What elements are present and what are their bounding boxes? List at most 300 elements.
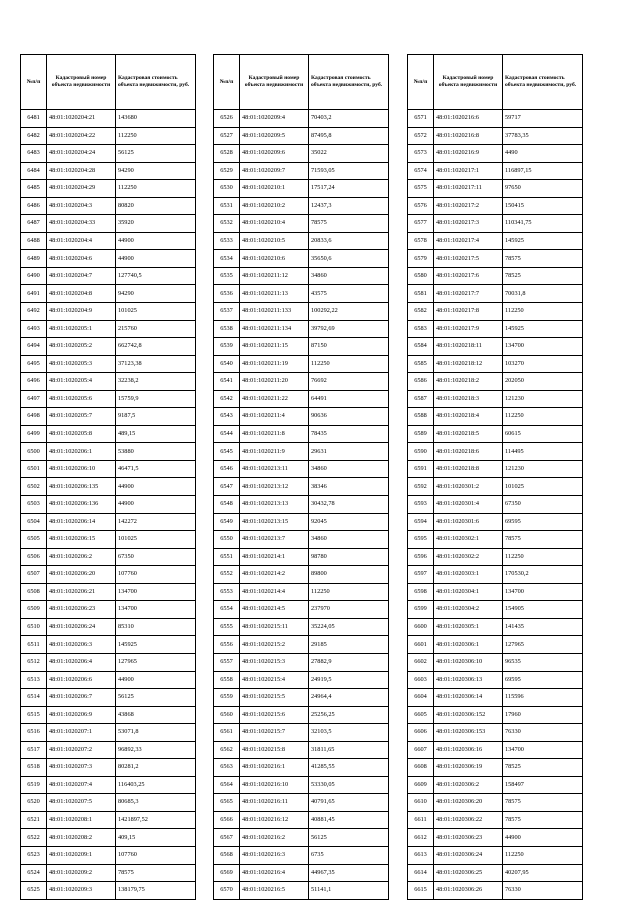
- cadastral-number: 48:01:1020207:4: [47, 776, 116, 794]
- cadastral-number: 48:01:1020306:10: [434, 653, 503, 671]
- table-row: [408, 653, 583, 671]
- cadastral-value: 44900: [116, 478, 196, 496]
- cadastral-value: 103270: [503, 355, 583, 373]
- table-row: [21, 373, 196, 391]
- cadastral-value: 70031,8: [503, 285, 583, 303]
- cadastral-number: 48:01:1020216:4: [240, 864, 309, 882]
- cadastral-number: 48:01:1020306:25: [434, 864, 503, 882]
- table-row: [21, 267, 196, 285]
- cadastral-value: 78435: [309, 425, 389, 443]
- header-number: №п/п: [214, 55, 240, 110]
- cadastral-value: 170530,2: [503, 566, 583, 584]
- table-row: [21, 513, 196, 531]
- cadastral-value: 51141,1: [309, 882, 389, 900]
- row-number: 6487: [21, 215, 47, 233]
- cadastral-number: 48:01:1020211:134: [240, 320, 309, 338]
- row-number: 6553: [214, 583, 240, 601]
- cadastral-value: 43575: [309, 285, 389, 303]
- table-row: [408, 566, 583, 584]
- cadastral-value: 53880: [116, 443, 196, 461]
- cadastral-value: 96535: [503, 653, 583, 671]
- cadastral-value: 97650: [503, 180, 583, 198]
- cadastral-value: 89800: [309, 566, 389, 584]
- row-number: 6524: [21, 864, 47, 882]
- row-number: 6578: [408, 232, 434, 250]
- cadastral-value: 32238,2: [116, 373, 196, 391]
- table-row: [214, 531, 389, 549]
- cadastral-value: 78575: [116, 864, 196, 882]
- cadastral-value: 134700: [503, 741, 583, 759]
- cadastral-number: 48:01:1020206:20: [47, 566, 116, 584]
- cadastral-number: 48:01:1020215:6: [240, 706, 309, 724]
- header-cadastral-number: Кадастровый номер объекта недвижимости: [240, 55, 309, 110]
- cadastral-value: 24964,4: [309, 689, 389, 707]
- cadastral-number: 48:01:1020213:7: [240, 531, 309, 549]
- header-cadastral-value: Кадастровая стоимость объекта недвижимости, руб.: [309, 55, 389, 110]
- table-row: [21, 566, 196, 584]
- table-row: [408, 706, 583, 724]
- row-number: 6541: [214, 373, 240, 391]
- table-row: [214, 197, 389, 215]
- table-row: [408, 162, 583, 180]
- cadastral-value: 87495,8: [309, 127, 389, 145]
- cadastral-value: 100292,22: [309, 303, 389, 321]
- row-number: 6591: [408, 460, 434, 478]
- cadastral-number: 48:01:1020213:12: [240, 478, 309, 496]
- row-number: 6570: [214, 882, 240, 900]
- cadastral-value: 37783,35: [503, 127, 583, 145]
- row-number: 6496: [21, 373, 47, 391]
- cadastral-value: 116403,25: [116, 776, 196, 794]
- cadastral-value: 76692: [309, 373, 389, 391]
- row-number: 6573: [408, 145, 434, 163]
- cadastral-value: 9187,5: [116, 408, 196, 426]
- table-row: [214, 162, 389, 180]
- cadastral-value: 409,15: [116, 829, 196, 847]
- cadastral-number: 48:01:1020207:5: [47, 794, 116, 812]
- cadastral-value: 78575: [503, 250, 583, 268]
- table-row: [408, 460, 583, 478]
- cadastral-value: 112250: [503, 846, 583, 864]
- cadastral-value: 112250: [503, 548, 583, 566]
- table-row: [214, 267, 389, 285]
- row-number: 6604: [408, 689, 434, 707]
- cadastral-value: 154905: [503, 601, 583, 619]
- table-row: [214, 566, 389, 584]
- cadastral-number: 48:01:1020218:11: [434, 338, 503, 356]
- table-row: [21, 882, 196, 900]
- row-number: 6600: [408, 618, 434, 636]
- table-row: [408, 355, 583, 373]
- row-number: 6532: [214, 215, 240, 233]
- header-cadastral-value: Кадастровая стоимость объекта недвижимости, руб.: [116, 55, 196, 110]
- cadastral-number: 48:01:1020302:2: [434, 548, 503, 566]
- cadastral-number: 48:01:1020306:19: [434, 759, 503, 777]
- cadastral-value: 76330: [503, 882, 583, 900]
- table-row: [21, 285, 196, 303]
- table-row: [408, 864, 583, 882]
- cadastral-value: 53330,05: [309, 776, 389, 794]
- cadastral-number: 48:01:1020209:7: [240, 162, 309, 180]
- table-row: [21, 197, 196, 215]
- cadastral-value: 141435: [503, 618, 583, 636]
- row-number: 6518: [21, 759, 47, 777]
- row-number: 6486: [21, 197, 47, 215]
- row-number: 6521: [21, 811, 47, 829]
- cadastral-value: 158497: [503, 776, 583, 794]
- cadastral-value: 78575: [503, 794, 583, 812]
- cadastral-number: 48:01:1020205:2: [47, 338, 116, 356]
- cadastral-value: 202050: [503, 373, 583, 391]
- table-row: [408, 215, 583, 233]
- cadastral-value: 121230: [503, 460, 583, 478]
- row-number: 6513: [21, 671, 47, 689]
- cadastral-number: 48:01:1020217:4: [434, 232, 503, 250]
- row-number: 6576: [408, 197, 434, 215]
- cadastral-value: 38346: [309, 478, 389, 496]
- row-number: 6542: [214, 390, 240, 408]
- row-number: 6575: [408, 180, 434, 198]
- cadastral-value: 112250: [503, 408, 583, 426]
- cadastral-value: 20833,6: [309, 232, 389, 250]
- table-row: [21, 443, 196, 461]
- table-row: [214, 408, 389, 426]
- cadastral-number: 48:01:1020204:22: [47, 127, 116, 145]
- cadastral-value: 107760: [116, 846, 196, 864]
- row-number: 6509: [21, 601, 47, 619]
- cadastral-number: 48:01:1020213:11: [240, 460, 309, 478]
- cadastral-value: 29631: [309, 443, 389, 461]
- table-row: [214, 513, 389, 531]
- table-row: [408, 443, 583, 461]
- row-number: 6613: [408, 846, 434, 864]
- table-row: [214, 145, 389, 163]
- row-number: 6498: [21, 408, 47, 426]
- cadastral-number: 48:01:1020211:9: [240, 443, 309, 461]
- cadastral-table-3: [407, 54, 583, 900]
- cadastral-number: 48:01:1020211:13: [240, 285, 309, 303]
- cadastral-value: 35650,6: [309, 250, 389, 268]
- table-row: [214, 882, 389, 900]
- table-row: [21, 706, 196, 724]
- cadastral-value: 90636: [309, 408, 389, 426]
- cadastral-value: 67350: [116, 548, 196, 566]
- header-number: №п/п: [21, 55, 47, 110]
- cadastral-value: 662742,8: [116, 338, 196, 356]
- cadastral-number: 48:01:1020216:1: [240, 759, 309, 777]
- cadastral-number: 48:01:1020301:6: [434, 513, 503, 531]
- row-number: 6519: [21, 776, 47, 794]
- cadastral-number: 48:01:1020209:3: [47, 882, 116, 900]
- table-row: [214, 636, 389, 654]
- row-number: 6606: [408, 724, 434, 742]
- cadastral-value: 60615: [503, 425, 583, 443]
- cadastral-value: 44900: [503, 829, 583, 847]
- row-number: 6562: [214, 741, 240, 759]
- cadastral-value: 114495: [503, 443, 583, 461]
- cadastral-number: 48:01:1020218:6: [434, 443, 503, 461]
- cadastral-number: 48:01:1020204:9: [47, 303, 116, 321]
- table-row: [21, 548, 196, 566]
- cadastral-number: 48:01:1020218:5: [434, 425, 503, 443]
- cadastral-value: 69595: [503, 513, 583, 531]
- cadastral-number: 48:01:1020302:1: [434, 531, 503, 549]
- row-number: 6495: [21, 355, 47, 373]
- cadastral-number: 48:01:1020306:26: [434, 882, 503, 900]
- row-number: 6558: [214, 671, 240, 689]
- table-row: [408, 811, 583, 829]
- row-number: 6607: [408, 741, 434, 759]
- cadastral-number: 48:01:1020211:22: [240, 390, 309, 408]
- table-row: [408, 373, 583, 391]
- row-number: 6603: [408, 671, 434, 689]
- cadastral-number: 48:01:1020306:1: [434, 636, 503, 654]
- row-number: 6497: [21, 390, 47, 408]
- cadastral-number: 48:01:1020213:15: [240, 513, 309, 531]
- cadastral-value: 32103,5: [309, 724, 389, 742]
- cadastral-number: 48:01:1020306:20: [434, 794, 503, 812]
- cadastral-value: 127740,5: [116, 267, 196, 285]
- cadastral-value: 78525: [503, 267, 583, 285]
- cadastral-number: 48:01:1020206:23: [47, 601, 116, 619]
- table-row: [21, 846, 196, 864]
- cadastral-value: 116897,15: [503, 162, 583, 180]
- cadastral-value: 112250: [309, 583, 389, 601]
- table-row: [21, 460, 196, 478]
- cadastral-value: 127965: [116, 653, 196, 671]
- row-number: 6546: [214, 460, 240, 478]
- cadastral-value: 29185: [309, 636, 389, 654]
- row-number: 6566: [214, 811, 240, 829]
- row-number: 6501: [21, 460, 47, 478]
- row-number: 6563: [214, 759, 240, 777]
- table-row: [21, 425, 196, 443]
- row-number: 6599: [408, 601, 434, 619]
- cadastral-number: 48:01:1020211:19: [240, 355, 309, 373]
- row-number: 6481: [21, 110, 47, 128]
- table-row: [214, 355, 389, 373]
- table-row: [408, 267, 583, 285]
- row-number: 6601: [408, 636, 434, 654]
- cadastral-number: 48:01:1020214:2: [240, 566, 309, 584]
- table-row: [21, 583, 196, 601]
- row-number: 6502: [21, 478, 47, 496]
- cadastral-value: 237970: [309, 601, 389, 619]
- row-number: 6614: [408, 864, 434, 882]
- cadastral-number: 48:01:1020206:9: [47, 706, 116, 724]
- cadastral-value: 34860: [309, 460, 389, 478]
- table-row: [408, 776, 583, 794]
- table-row: [21, 390, 196, 408]
- table-row: [21, 320, 196, 338]
- cadastral-value: 134700: [503, 583, 583, 601]
- cadastral-value: 80820: [116, 197, 196, 215]
- cadastral-value: 127965: [503, 636, 583, 654]
- cadastral-number: 48:01:1020216:10: [240, 776, 309, 794]
- table-row: [21, 478, 196, 496]
- table-row: [21, 110, 196, 128]
- cadastral-value: 76330: [503, 724, 583, 742]
- header-cadastral-number: Кадастровый номер объекта недвижимости: [47, 55, 116, 110]
- cadastral-value: 27882,9: [309, 653, 389, 671]
- cadastral-number: 48:01:1020218:2: [434, 373, 503, 391]
- table-row: [214, 443, 389, 461]
- cadastral-value: 44900: [116, 232, 196, 250]
- row-number: 6567: [214, 829, 240, 847]
- row-number: 6592: [408, 478, 434, 496]
- cadastral-value: 145925: [503, 320, 583, 338]
- row-number: 6540: [214, 355, 240, 373]
- row-number: 6527: [214, 127, 240, 145]
- row-number: 6523: [21, 846, 47, 864]
- row-number: 6484: [21, 162, 47, 180]
- row-number: 6485: [21, 180, 47, 198]
- table-row: [408, 531, 583, 549]
- row-number: 6499: [21, 425, 47, 443]
- row-number: 6564: [214, 776, 240, 794]
- cadastral-number: 48:01:1020205:8: [47, 425, 116, 443]
- cadastral-number: 48:01:1020306:13: [434, 671, 503, 689]
- cadastral-number: 48:01:1020206:2: [47, 548, 116, 566]
- table-row: [408, 250, 583, 268]
- row-number: 6525: [21, 882, 47, 900]
- cadastral-number: 48:01:1020304:2: [434, 601, 503, 619]
- table-row: [408, 671, 583, 689]
- table-row: [408, 496, 583, 514]
- table-row: [408, 548, 583, 566]
- table-row: [21, 338, 196, 356]
- table-row: [408, 478, 583, 496]
- table-row: [21, 145, 196, 163]
- table-row: [408, 741, 583, 759]
- table-row: [408, 759, 583, 777]
- table-row: [214, 232, 389, 250]
- table-row: [214, 303, 389, 321]
- cadastral-number: 48:01:1020214:5: [240, 601, 309, 619]
- row-number: 6528: [214, 145, 240, 163]
- row-number: 6560: [214, 706, 240, 724]
- row-number: 6568: [214, 846, 240, 864]
- table-row: [408, 408, 583, 426]
- cadastral-value: 150415: [503, 197, 583, 215]
- row-number: 6611: [408, 811, 434, 829]
- row-number: 6522: [21, 829, 47, 847]
- row-number: 6550: [214, 531, 240, 549]
- cadastral-value: 138179,75: [116, 882, 196, 900]
- cadastral-value: 94290: [116, 285, 196, 303]
- row-number: 6516: [21, 724, 47, 742]
- row-number: 6583: [408, 320, 434, 338]
- row-number: 6556: [214, 636, 240, 654]
- cadastral-value: 30432,78: [309, 496, 389, 514]
- row-number: 6596: [408, 548, 434, 566]
- row-number: 6500: [21, 443, 47, 461]
- table-row: [408, 846, 583, 864]
- row-number: 6615: [408, 882, 434, 900]
- cadastral-number: 48:01:1020218:12: [434, 355, 503, 373]
- cadastral-number: 48:01:1020301:4: [434, 496, 503, 514]
- cadastral-value: 17960: [503, 706, 583, 724]
- table-row: [21, 864, 196, 882]
- cadastral-value: 69595: [503, 671, 583, 689]
- table-row: [214, 478, 389, 496]
- table-row: [408, 285, 583, 303]
- row-number: 6555: [214, 618, 240, 636]
- cadastral-value: 92045: [309, 513, 389, 531]
- cadastral-number: 48:01:1020204:28: [47, 162, 116, 180]
- table-row: [214, 496, 389, 514]
- cadastral-value: 53071,8: [116, 724, 196, 742]
- table-row: [21, 601, 196, 619]
- table-row: [214, 180, 389, 198]
- table-row: [21, 215, 196, 233]
- row-number: 6494: [21, 338, 47, 356]
- table-row: [21, 811, 196, 829]
- table-row: [214, 285, 389, 303]
- table-row: [408, 425, 583, 443]
- row-number: 6572: [408, 127, 434, 145]
- cadastral-number: 48:01:1020205:4: [47, 373, 116, 391]
- cadastral-number: 48:01:1020207:1: [47, 724, 116, 742]
- cadastral-value: 15759,9: [116, 390, 196, 408]
- table-row: [21, 689, 196, 707]
- cadastral-value: 107760: [116, 566, 196, 584]
- row-number: 6610: [408, 794, 434, 812]
- table-header-row: [408, 55, 583, 110]
- cadastral-value: 56125: [116, 689, 196, 707]
- table-row: [214, 601, 389, 619]
- cadastral-value: 78575: [503, 531, 583, 549]
- table-row: [408, 127, 583, 145]
- cadastral-value: 12437,3: [309, 197, 389, 215]
- table-row: [21, 741, 196, 759]
- table-row: [21, 127, 196, 145]
- row-number: 6582: [408, 303, 434, 321]
- cadastral-value: 59717: [503, 110, 583, 128]
- cadastral-number: 48:01:1020209:1: [47, 846, 116, 864]
- row-number: 6482: [21, 127, 47, 145]
- row-number: 6533: [214, 232, 240, 250]
- row-number: 6538: [214, 320, 240, 338]
- table-row: [21, 180, 196, 198]
- cadastral-number: 48:01:1020216:9: [434, 145, 503, 163]
- cadastral-value: 145925: [503, 232, 583, 250]
- row-number: 6585: [408, 355, 434, 373]
- cadastral-value: 96892,33: [116, 741, 196, 759]
- table-row: [408, 724, 583, 742]
- cadastral-number: 48:01:1020306:14: [434, 689, 503, 707]
- table-row: [21, 250, 196, 268]
- cadastral-value: 67350: [503, 496, 583, 514]
- table-row: [214, 338, 389, 356]
- cadastral-number: 48:01:1020204:33: [47, 215, 116, 233]
- table-row: [214, 548, 389, 566]
- cadastral-number: 48:01:1020206:14: [47, 513, 116, 531]
- cadastral-number: 48:01:1020217:5: [434, 250, 503, 268]
- cadastral-value: 134700: [503, 338, 583, 356]
- cadastral-value: 112250: [503, 303, 583, 321]
- table-header-row: [21, 55, 196, 110]
- cadastral-number: 48:01:1020211:15: [240, 338, 309, 356]
- cadastral-number: 48:01:1020214:1: [240, 548, 309, 566]
- cadastral-value: 101025: [503, 478, 583, 496]
- table-row: [214, 320, 389, 338]
- cadastral-number: 48:01:1020305:1: [434, 618, 503, 636]
- cadastral-number: 48:01:1020211:4: [240, 408, 309, 426]
- cadastral-number: 48:01:1020216:3: [240, 846, 309, 864]
- cadastral-value: 56125: [116, 145, 196, 163]
- cadastral-number: 48:01:1020218:4: [434, 408, 503, 426]
